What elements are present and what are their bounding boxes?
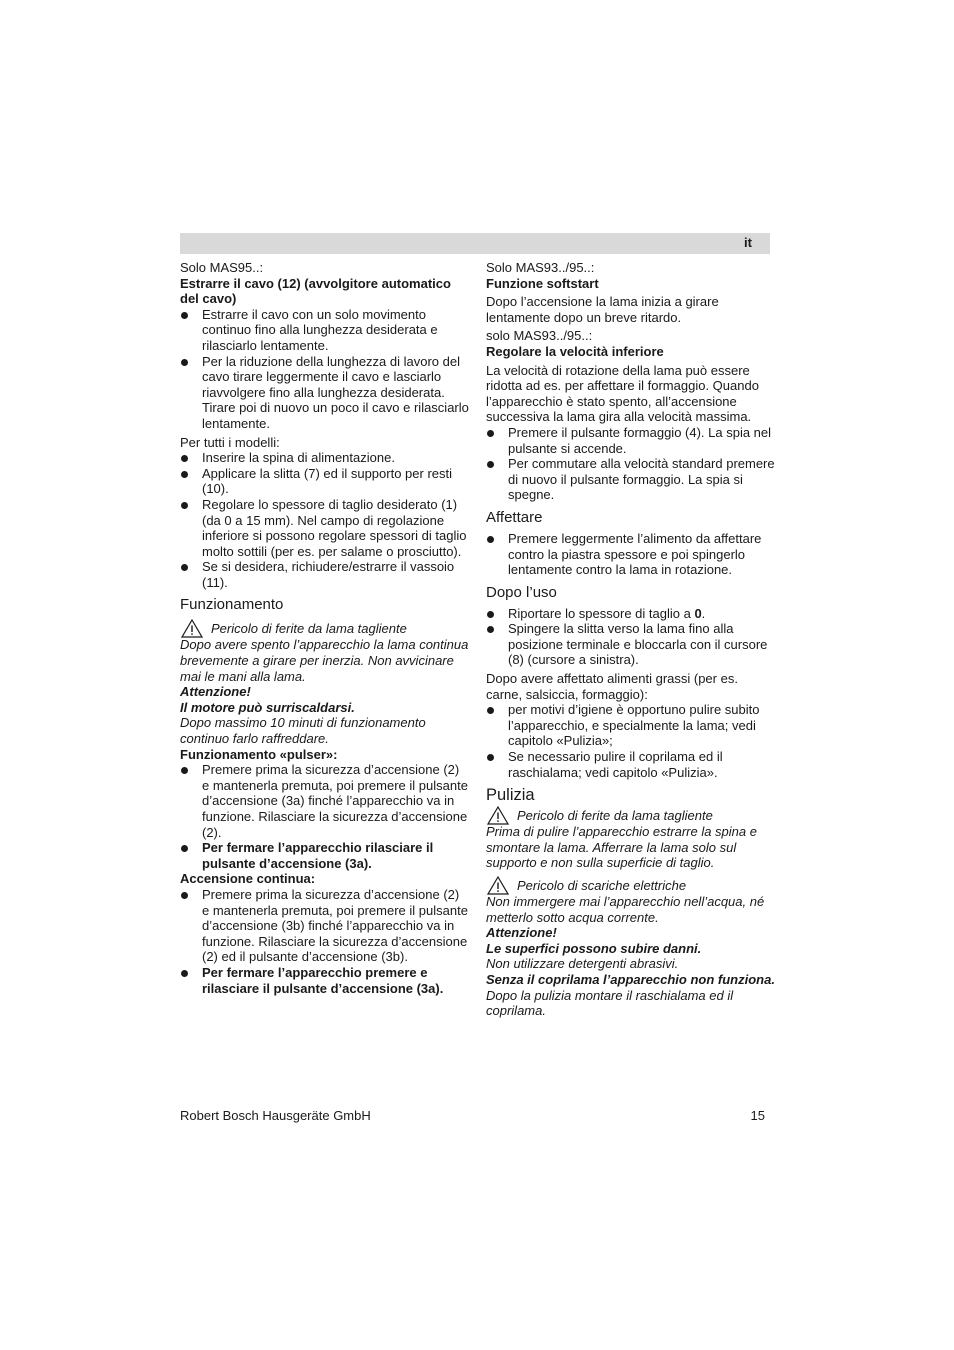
list-item: Estrarre il cavo con un solo movimento continuo fino alla lunghezza desiderata e rilasciarlo lentamente. <box>180 307 470 354</box>
fatty-food-list <box>486 702 776 780</box>
pulser-title: Funzionamento «pulser»: <box>180 746 338 762</box>
motor-warning: Il motore può surriscaldarsi. <box>180 699 355 715</box>
list-item: Applicare la slitta (7) ed il supporto per resti (10). <box>180 466 470 497</box>
final-note: Dopo la pulizia montare il raschialama ed il coprilama. <box>486 987 734 1019</box>
left-column <box>180 260 470 996</box>
list-item: per motivi d’igiene è opportuno pulire subito l’apparecchio, e specialmente la lama; vedi capitolo «Pulizia»; <box>486 702 776 749</box>
list-item-text: Riportare lo spessore di taglio a <box>508 605 695 621</box>
warning-block <box>486 877 776 894</box>
page-number: 15 <box>750 1108 765 1123</box>
attention-label: Attenzione! <box>486 925 557 941</box>
list-item: Inserire la spina di alimentazione. <box>180 450 470 466</box>
after-use-list <box>486 606 776 668</box>
abrasive-note: Non utilizzare detergenti abrasivi. <box>486 956 679 972</box>
model-note: solo MAS93../95..: <box>486 328 593 344</box>
warning-block <box>180 620 470 637</box>
pulser-list <box>180 762 470 871</box>
section-heading: Pulizia <box>486 786 535 805</box>
warning-triangle-icon <box>487 876 509 895</box>
warning-block <box>486 807 776 824</box>
section-heading: Affettare <box>486 508 543 526</box>
list-item: Per fermare l’apparecchio premere e rilasciare il pulsante d’accensione (3a). <box>180 965 470 996</box>
list-item: Per la riduzione della lunghezza di lavoro del cavo tirare leggermente il cavo e lasciarlo riavvolgere fino alla lunghezza desiderata. Tirare poi di nuovo un poco il cavo e rilasciarlo lentamente. <box>180 354 470 432</box>
model-note: Solo MAS95..: <box>180 260 264 275</box>
speed-title: Regolare la velocità inferiore <box>486 343 664 359</box>
list-item-value: 0 <box>694 605 702 621</box>
list-item <box>486 606 776 622</box>
right-column <box>486 260 776 1019</box>
cable-list <box>180 307 470 432</box>
attention-label: Attenzione! <box>180 684 251 700</box>
list-item: Spingere la slitta verso la lama fino alla posizione terminale e bloccarla con il cursore (8) (cursore a sinistra). <box>486 621 776 668</box>
warning-title: Pericolo di ferite da lama tagliente <box>211 621 407 637</box>
warning-text: Non immergere mai l’apparecchio nell’acqua, né metterlo sotto acqua corrente. <box>486 894 765 925</box>
company-name: Robert Bosch Hausgeräte GmbH <box>180 1108 371 1123</box>
speed-text: La velocità di rotazione della lama può essere ridotta ad es. per affettare il formaggio. Quando l’apparecchio è stato spento, all’accensione successiva la lama gira alla velocità massima. <box>486 362 759 425</box>
warning-triangle-icon <box>181 619 203 638</box>
list-item: Premere prima la sicurezza d’accensione (2) e mantenerla premuta, poi premere il pulsante d’accensione (3b) finché l’apparecchio va in funzione. Rilasciare la sicurezza d’accensione (2) ed il pulsante d’accensione (3b). <box>180 887 470 965</box>
continuous-list <box>180 887 470 996</box>
warning-triangle-icon <box>487 806 509 825</box>
softstart-title: Funzione softstart <box>486 275 599 291</box>
list-item: Per fermare l’apparecchio rilasciare il pulsante d’accensione (3a). <box>180 840 470 871</box>
speed-list <box>486 425 776 503</box>
list-item-end: . <box>701 605 706 621</box>
list-item: Regolare lo spessore di taglio desiderato (1) (da 0 a 15 mm). Nel campo di regolazione inferiore si possono regolare spessori di taglio molto sottili (per es. per salame o prosciutto). <box>180 497 470 559</box>
model-note: Solo MAS93../95..: <box>486 260 595 275</box>
list-item: Se necessario pulire il coprilama ed il raschialama; vedi capitolo «Pulizia». <box>486 749 776 780</box>
section-heading: Funzionamento <box>180 596 284 614</box>
slicing-list <box>486 531 776 578</box>
softstart-text: Dopo l’accensione la lama inizia a girare lentamente dopo un breve ritardo. <box>486 294 719 325</box>
warning-text: Dopo avere spento l’apparecchio la lama continua brevemente a girare per inerzia. Non avvicinare mai le mani alla lama. <box>180 637 469 684</box>
list-item: Premere prima la sicurezza d’accensione (2) e mantenerla premuta, poi premere il pulsante d’accensione (3a) finché l’apparecchio va in funzione. Rilasciare la sicurezza d’accensione (2). <box>180 762 470 840</box>
motor-text: Dopo massimo 10 minuti di funzionamento continuo farlo raffreddare. <box>180 715 426 747</box>
surface-warning: Le superfici possono subire danni. <box>486 940 702 956</box>
section-heading: Dopo l’uso <box>486 583 557 601</box>
cable-title: Estrarre il cavo (12) (avvolgitore automatico del cavo) <box>180 275 451 307</box>
language-bar <box>180 233 770 254</box>
warning-title: Pericolo di scariche elettriche <box>517 878 687 893</box>
list-item: Premere il pulsante formaggio (4). La spia nel pulsante si accende. <box>486 425 776 456</box>
all-models-note: Per tutti i modelli: <box>180 434 280 450</box>
warning-title: Pericolo di ferite da lama tagliente <box>517 808 713 824</box>
all-models-list <box>180 450 470 590</box>
language-code: it <box>744 235 752 250</box>
fatty-food-note: Dopo avere affettato alimenti grassi (per es. carne, salsiccia, formaggio): <box>486 671 738 702</box>
cover-warning: Senza il coprilama l’apparecchio non funziona. <box>486 971 775 987</box>
warning-text: Prima di pulire l’apparecchio estrarre la spina e smontare la lama. Afferrare la lama solo sul supporto e non sulla superficie di taglio. <box>486 824 757 871</box>
list-item: Premere leggermente l’alimento da affettare contro la piastra spessore e poi spingerlo lentamente contro la lama in rotazione. <box>486 531 776 578</box>
list-item: Per commutare alla velocità standard premere di nuovo il pulsante formaggio. La spia si spegne. <box>486 456 776 503</box>
continuous-title: Accensione continua: <box>180 871 316 887</box>
list-item: Se si desidera, richiudere/estrarre il vassoio (11). <box>180 559 470 590</box>
